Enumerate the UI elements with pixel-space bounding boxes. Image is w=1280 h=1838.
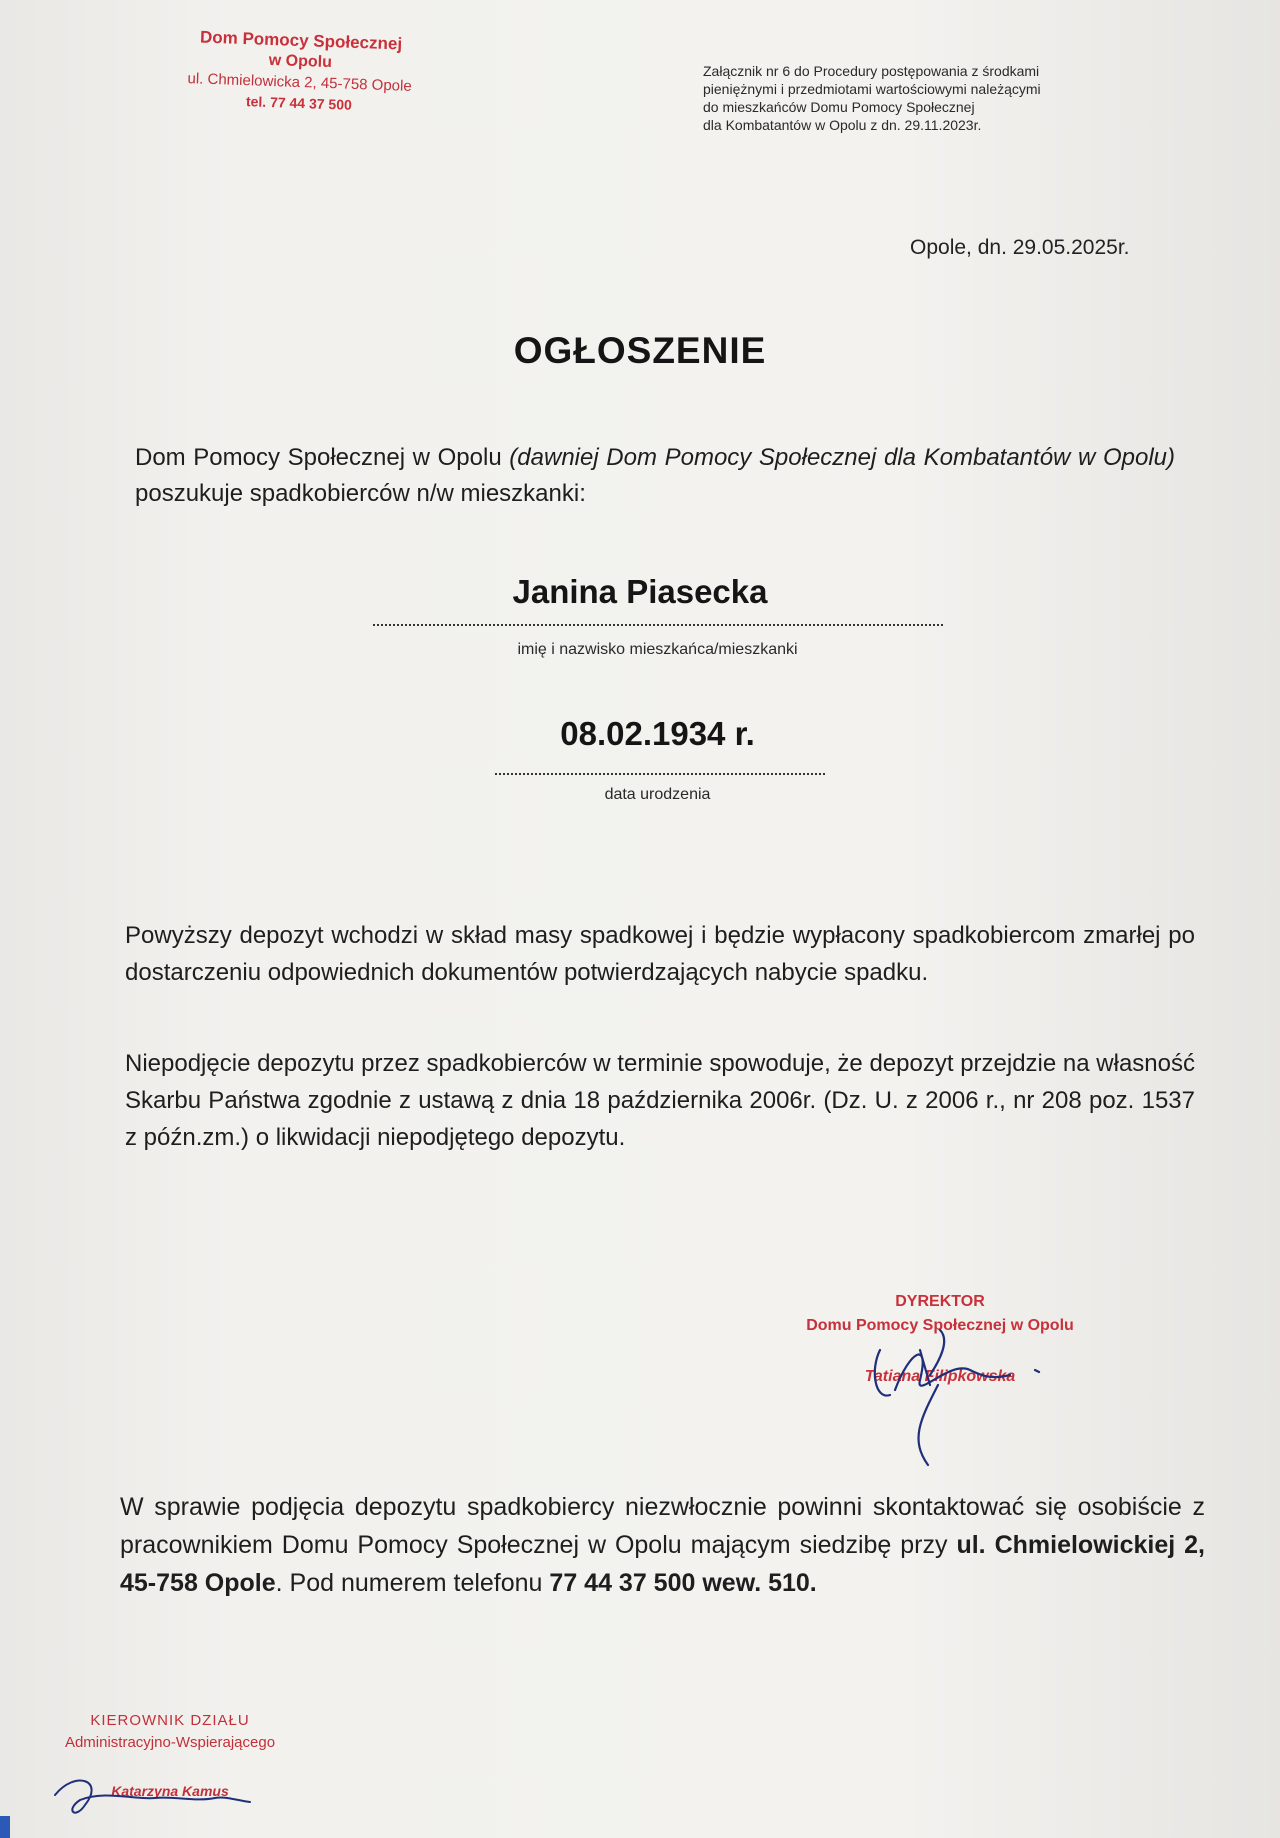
birth-date-caption: data urodzenia (604, 786, 711, 803)
intro-italic: (dawniej Dom Pomocy Społecznej dla Kombatantów w Opolu) (509, 444, 1175, 471)
director-institution: Domu Pomocy Społecznej w Opolu (806, 1317, 1074, 1334)
director-name: Tatiana Filipkowska (864, 1368, 1016, 1385)
attachment-line-3: do mieszkańców Domu Pomocy Społecznej (703, 99, 975, 115)
edge-strip (0, 1816, 10, 1838)
attachment-note (703, 62, 1183, 134)
stamp-address: ul. Chmielowicka 2, 45-758 Opole (187, 70, 413, 95)
name-dotted-line (373, 624, 943, 626)
name-caption: imię i nazwisko mieszkańca/mieszkanki (517, 641, 798, 658)
contact-address: ul. Chmielowickiej 2, 45-758 Opole (120, 1531, 1205, 1597)
birth-date: 08.02.1934 r. (560, 715, 755, 752)
attachment-line-2: pieniężnymi i przedmiotami wartościowymi należącymi (703, 81, 1041, 97)
attachment-line-4: dla Kombatantów w Opolu z dn. 29.11.2023r. (703, 117, 982, 133)
contact-text-1: W sprawie podjęcia depozytu spadkobiercy niezwłocznie powinni skontaktować się osobiście z pracownikiem Domu Pomocy Społecznej w Opolu mającym siedzibę przy (120, 1493, 1205, 1559)
attachment-line-1: Załącznik nr 6 do Procedury postępowania z środkami (703, 63, 1040, 79)
manager-department: Administracyjno-Wspierającego (64, 1734, 276, 1751)
document-title: OGŁOSZENIE (513, 330, 767, 371)
contact-phone: 77 44 37 500 wew. 510. (549, 1569, 817, 1597)
intro-text-1: Dom Pomocy Społecznej w Opolu (135, 444, 510, 471)
legal-paragraph: Niepodjęcie depozytu przez spadkobierców w terminie spowoduje, że depozyt przejdzie na własność Skarbu Państwa zgodnie z ustawą z dnia 18 października 2006r. (Dz. U. z 2006 r., nr 208 poz. 1537 z późn.zm.) o likwidacji niepodjętego depozytu. (125, 1050, 1195, 1151)
manager-signature (45, 1760, 275, 1830)
resident-name: Janina Piasecka (512, 573, 768, 610)
document-date: Opole, dn. 29.05.2025r. (910, 236, 1130, 259)
intro-paragraph (135, 440, 1175, 512)
intro-text-2: poszukuje spadkobierców n/w mieszkanki: (135, 480, 586, 507)
stamp-line-2: w Opolu (268, 51, 333, 72)
contact-text-2: . Pod numerem telefonu (275, 1569, 550, 1597)
institution-stamp (149, 25, 452, 119)
contact-paragraph (120, 1488, 1205, 1602)
deposit-paragraph: Powyższy depozyt wchodzi w skład masy spadkowej i będzie wypłacony spadkobiercom zmarłej po dostarczeniu odpowiednich dokumentów potwierdzających nabycie spadku. (125, 922, 1195, 986)
stamp-line-1: Dom Pomocy Społecznej (199, 27, 403, 54)
stamp-phone: tel. 77 44 37 500 (245, 93, 353, 113)
director-signature (820, 1290, 1080, 1480)
date-dotted-line (495, 773, 825, 775)
manager-title: KIEROWNIK DZIAŁU (90, 1712, 250, 1729)
director-title: DYREKTOR (895, 1293, 985, 1310)
manager-name: Katarzyna Kamus (111, 1783, 229, 1799)
